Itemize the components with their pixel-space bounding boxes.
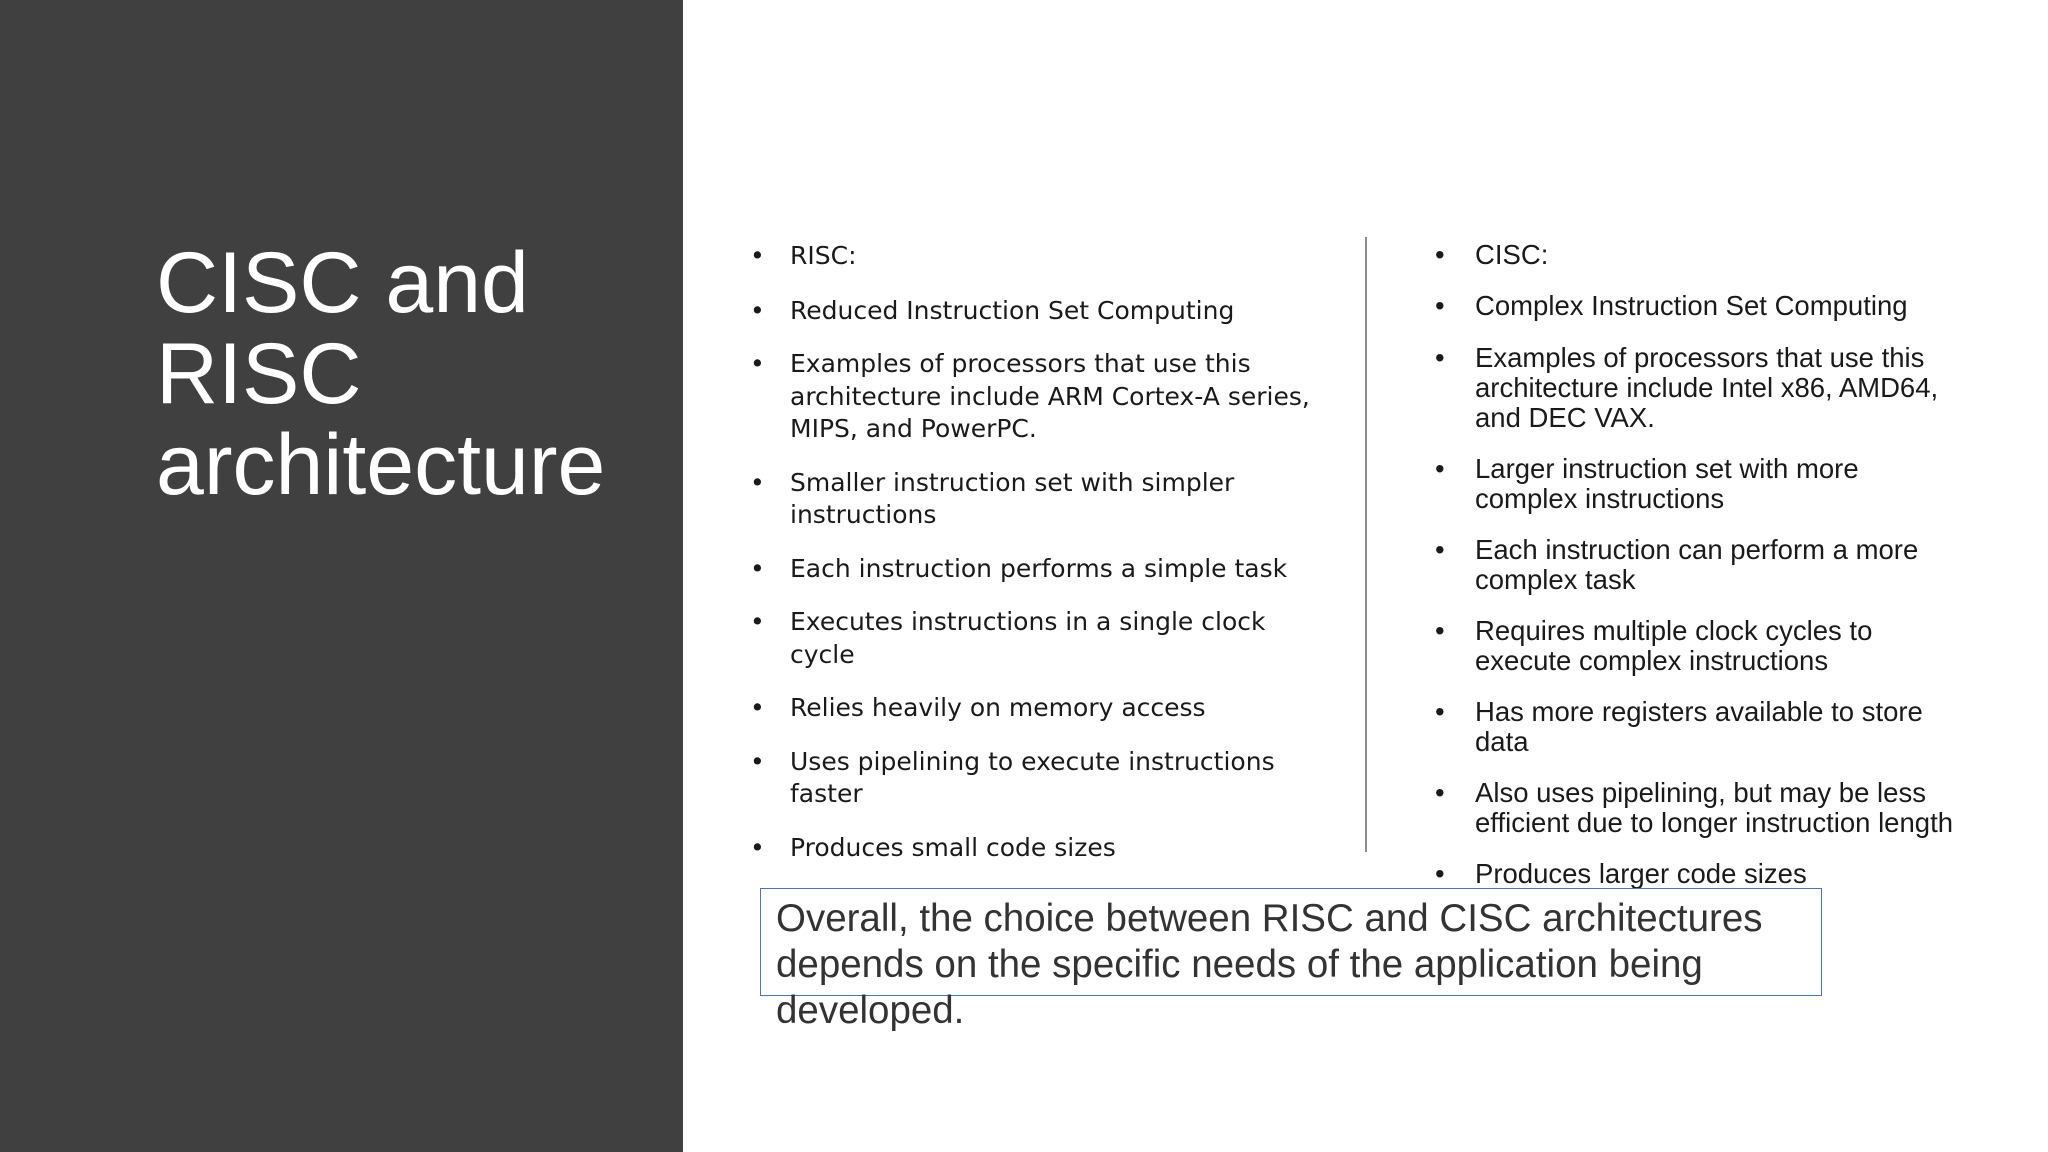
cisc-item: • Examples of processors that use this architecture include Intel x86, AMD64, and DEC VAX. [1433, 343, 1953, 433]
cisc-item: • Larger instruction set with more complex instructions [1433, 454, 1953, 514]
cisc-item: • Complex Instruction Set Computing [1433, 291, 1953, 321]
risc-item: • Examples of processors that use this architecture include ARM Cortex-A series, MIPS, and PowerPC. [748, 348, 1318, 446]
risc-item: • Each instruction performs a simple task [748, 553, 1318, 586]
cisc-item: • Also uses pipelining, but may be less efficient due to longer instruction length [1433, 778, 1953, 838]
cisc-item: • Has more registers available to store data [1433, 697, 1953, 757]
cisc-item-heading: • CISC: [1433, 240, 1953, 270]
column-divider [1365, 237, 1367, 852]
risc-item: • Relies heavily on memory access [748, 692, 1318, 725]
summary-text: Overall, the choice between RISC and CISC architectures depends on the specific needs of the application being developed. [776, 897, 1763, 1032]
risc-item: • Produces small code sizes [748, 832, 1318, 865]
risc-item: • Reduced Instruction Set Computing [748, 295, 1318, 328]
risc-item: • Smaller instruction set with simpler instructions [748, 467, 1318, 532]
risc-item: • Uses pipelining to execute instructions faster [748, 746, 1318, 811]
cisc-item: • Requires multiple clock cycles to execute complex instructions [1433, 616, 1953, 676]
title-panel [0, 0, 683, 1152]
cisc-item: • Each instruction can perform a more complex task [1433, 535, 1953, 595]
cisc-list [1433, 240, 1953, 910]
cisc-item: • Produces larger code sizes [1433, 859, 1953, 889]
risc-list [748, 240, 1318, 885]
risc-item: • Executes instructions in a single clock cycle [748, 606, 1318, 671]
risc-item-heading: • RISC: [748, 240, 1318, 273]
slide-title: CISC and RISC architecture [156, 235, 606, 513]
